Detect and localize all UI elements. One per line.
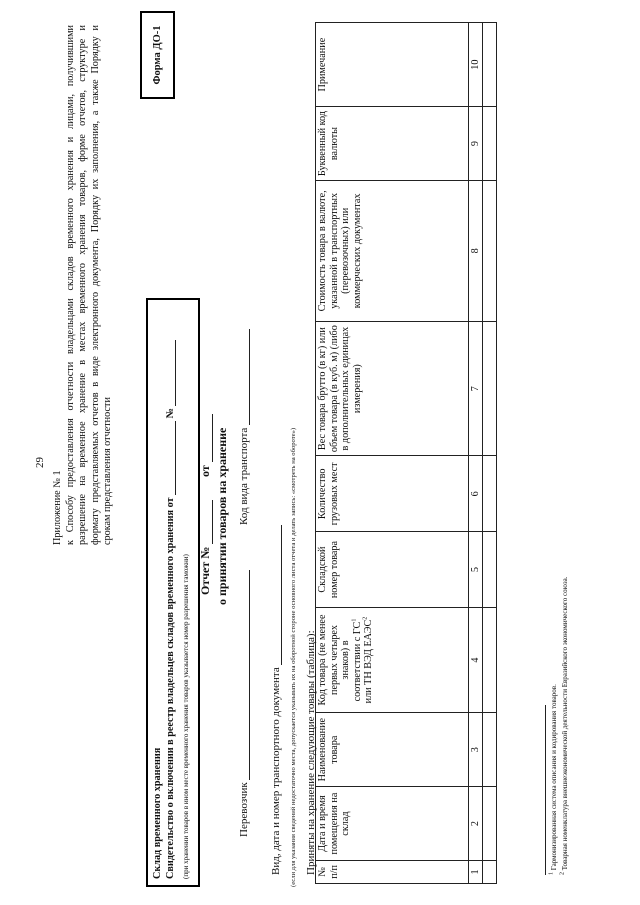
footnote-mark: 1 [351,618,358,622]
col-number: 2 [469,787,483,861]
report-number-label: Отчет № [198,500,213,595]
warehouse-label: Склад временного хранения [152,747,163,879]
carrier-line [238,570,250,837]
transport-doc-note: (если для указания сведений недостаточно места, допускается указывать их на оборотной стороне основного листа отчета и делать запись: «смотреть на обороте») [290,427,297,887]
report-number-field[interactable] [202,500,213,544]
col-header-currency: Буквенный код валюты [316,107,469,181]
table-row [483,23,497,884]
col-header-date: Дата и время помещения на склад [316,787,469,861]
annex-title: Приложение № 1 [52,470,63,545]
form-code: Форма ДО-1 [152,25,163,85]
table-cell[interactable] [483,456,497,532]
col-header-value: Стоимость товара в валюте, указанной в транспортных (перевозочных) или коммерческих документах [316,180,469,321]
col-header-weight: Вес товара брутто (в кг) или объем товара (в куб. м) (либо в дополнительных единицах измерения) [316,321,469,456]
transport-kind-field[interactable] [239,329,250,425]
transport-doc-label: Вид, дата и номер транспортного документа [270,667,282,875]
col-header-code: Код товара (не менее первых четырех знаков) в соответствии с $ГС^1$ или ТН ВЭД ЕАЭС$^2$ [316,607,469,712]
annex-line: формату представляемых отчетов в виде электронного документа, Порядку их заполнения, а также Порядку и [89,25,101,545]
transport-doc-field[interactable] [271,525,282,665]
form-code-box [140,11,175,99]
table-cell[interactable] [483,321,497,456]
annex-line: разрешение на временное хранение в местах временного хранения товаров, форме отчетов, структуре и [77,25,89,545]
certificate-no-label: № [165,408,176,419]
col-header-note: Примечание [316,23,469,107]
annex-line: срокам представления отчетности [102,397,114,545]
col-header-packages: Количество грузовых мест [316,456,469,532]
annex-line: к Способу предоставления отчетности владельцами складов временного хранения и лицами, получившими [64,25,76,545]
transport-kind-label: Код вида транспорта [238,427,250,525]
table-cell[interactable] [483,713,497,787]
col-number: 1 [469,860,483,883]
table-number-row [469,23,483,884]
carrier-label: Перевозчик [238,782,250,837]
certificate-label: Свидетельство о включении в реестр владельцев складов временного хранения от [165,497,176,879]
footnote-mark: 2 [362,616,369,620]
col-number: 9 [469,107,483,181]
col-header-warehouse-number: Складской номер товара [316,532,469,608]
table-cell[interactable] [483,107,497,181]
table-cell[interactable] [483,860,497,883]
annex-header [52,25,115,545]
table-cell[interactable] [483,787,497,861]
col-number: 5 [469,532,483,608]
transport-kind-line [238,329,250,525]
carrier-field[interactable] [239,570,250,780]
report-date-label: от [198,414,213,477]
report-subject: о принятии товаров на хранение [215,427,229,605]
col-number: 7 [469,321,483,456]
footnote-separator [545,705,546,875]
table-cell[interactable] [483,23,497,107]
table-cell[interactable] [483,180,497,321]
accepted-label: Приняты на хранение следующие товары (таблица): [305,630,317,875]
table-cell[interactable] [483,532,497,608]
col-number: 6 [469,456,483,532]
table-cell[interactable] [483,607,497,712]
warehouse-note: (при хранении товаров в ином месте временного хранения товаров указывается номер разрешения таможни) [182,554,190,879]
col-header-number: № п/п [316,860,469,883]
certificate-date-field[interactable] [165,421,176,495]
certificate-number-field[interactable] [165,340,176,406]
report-date-field[interactable] [202,414,213,462]
col-number: 8 [469,180,483,321]
transport-doc-line [270,525,282,875]
goods-table [315,22,497,884]
col-number: 4 [469,607,483,712]
warehouse-box [146,298,200,887]
footnote-1: $^1$ Гармонизированная система описания и кодирования товаров. [548,684,558,875]
col-number: 3 [469,713,483,787]
col-header-name: Наименование товара [316,713,469,787]
certificate-line [165,340,176,879]
footnote-2: $^2$ Товарная номенклатура внешнеэкономической деятельности Евразийского экономического союза. [559,576,569,875]
page-number: 29 [34,457,46,468]
table-header-row [316,23,469,884]
col-number: 10 [469,23,483,107]
